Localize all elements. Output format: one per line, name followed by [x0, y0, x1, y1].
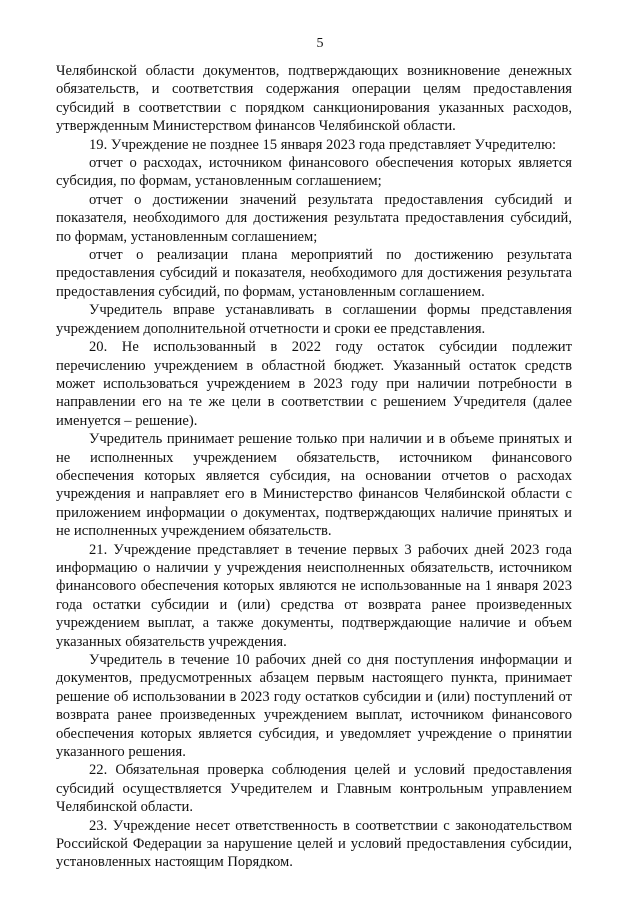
paragraph-item-23: 23. Учреждение несет ответственность в соответствии с законодательством Российской Федерации за нарушение целей и условий предоставления субсидии, установленных настоящим Порядком.: [56, 817, 572, 871]
document-body: [56, 62, 572, 872]
paragraph-report-plan: отчет о реализации плана мероприятий по достижению результата предоставления субсидий и показателя, необходимого для достижения результата предоставления субсидий, по формам, установленным соглашением.: [56, 247, 572, 300]
paragraph-additional-reporting: Учредитель вправе устанавливать в соглашении формы представления учреждением дополнительной отчетности и сроки ее представления.: [56, 302, 572, 337]
paragraph-item-20: 20. Не использованный в 2022 году остаток субсидии подлежит перечислению учреждением в областной бюджет. Указанный остаток средств может использоваться учреждением в 2023 году при наличии потребности в направлении его на те же цели в соответствии с решением Учредителя (далее именуется – решение).: [56, 339, 572, 429]
paragraph-report-expenses: отчет о расходах, источником финансового обеспечения которых является субсидия, по формам, установленным соглашением;: [56, 155, 572, 190]
paragraph-item-19: 19. Учреждение не позднее 15 января 2023 года представляет Учредителю:: [89, 136, 557, 153]
paragraph-founder-decision: Учредитель принимает решение только при наличии и в объеме принятых и не исполненных учреждением обязательств, источником финансового обеспечения которых является субсидия, на основании отчетов о расходах учреждения и направляет его в Министерство финансов Челябинской области с приложением информации о документах, подтверждающих наличие принятых и не исполненных учреждением обязательств.: [56, 431, 572, 540]
paragraph-founder-10-days: Учредитель в течение 10 рабочих дней со дня поступления информации и документов, предусмотренных абзацем первым настоящего пункта, принимает решение об использовании в 2023 году остатков субсидии и (или) поступлений от возврата ранее произведенных учреждением выплат, источником финансового обеспечения которых является субсидия, и уведомляет учреждение о принятии указанного решения.: [56, 652, 572, 761]
paragraph-item-22: 22. Обязательная проверка соблюдения целей и условий предоставления субсидий осуществляется Учредителем и Главным контрольным управлением Челябинской области.: [56, 762, 572, 816]
paragraph-continuation: Челябинской области документов, подтверждающих возникновение денежных обязательств, и соответствия содержания операции целям предоставления субсидий в соответствии с порядком санкционирования указанных расходов, утвержденным Министерством финансов Челябинской области.: [56, 63, 572, 135]
paragraph-item-21: 21. Учреждение представляет в течение первых 3 рабочих дней 2023 года информацию о наличии у учреждения неисполненных обязательств, источником финансового обеспечения которых являются не использованные на 1 января 2023 года остатки субсидии и (или) средства от возврата ранее произведенных учреждением выплат, а также документы, подтверждающие наличие и объем указанных обязательств учреждения.: [56, 541, 572, 650]
page-number: 5: [316, 36, 324, 51]
paragraph-report-results: отчет о достижении значений результата предоставления субсидий и показателя, необходимого для достижения результата предоставления субсидий, по формам, установленным соглашением;: [56, 191, 572, 245]
